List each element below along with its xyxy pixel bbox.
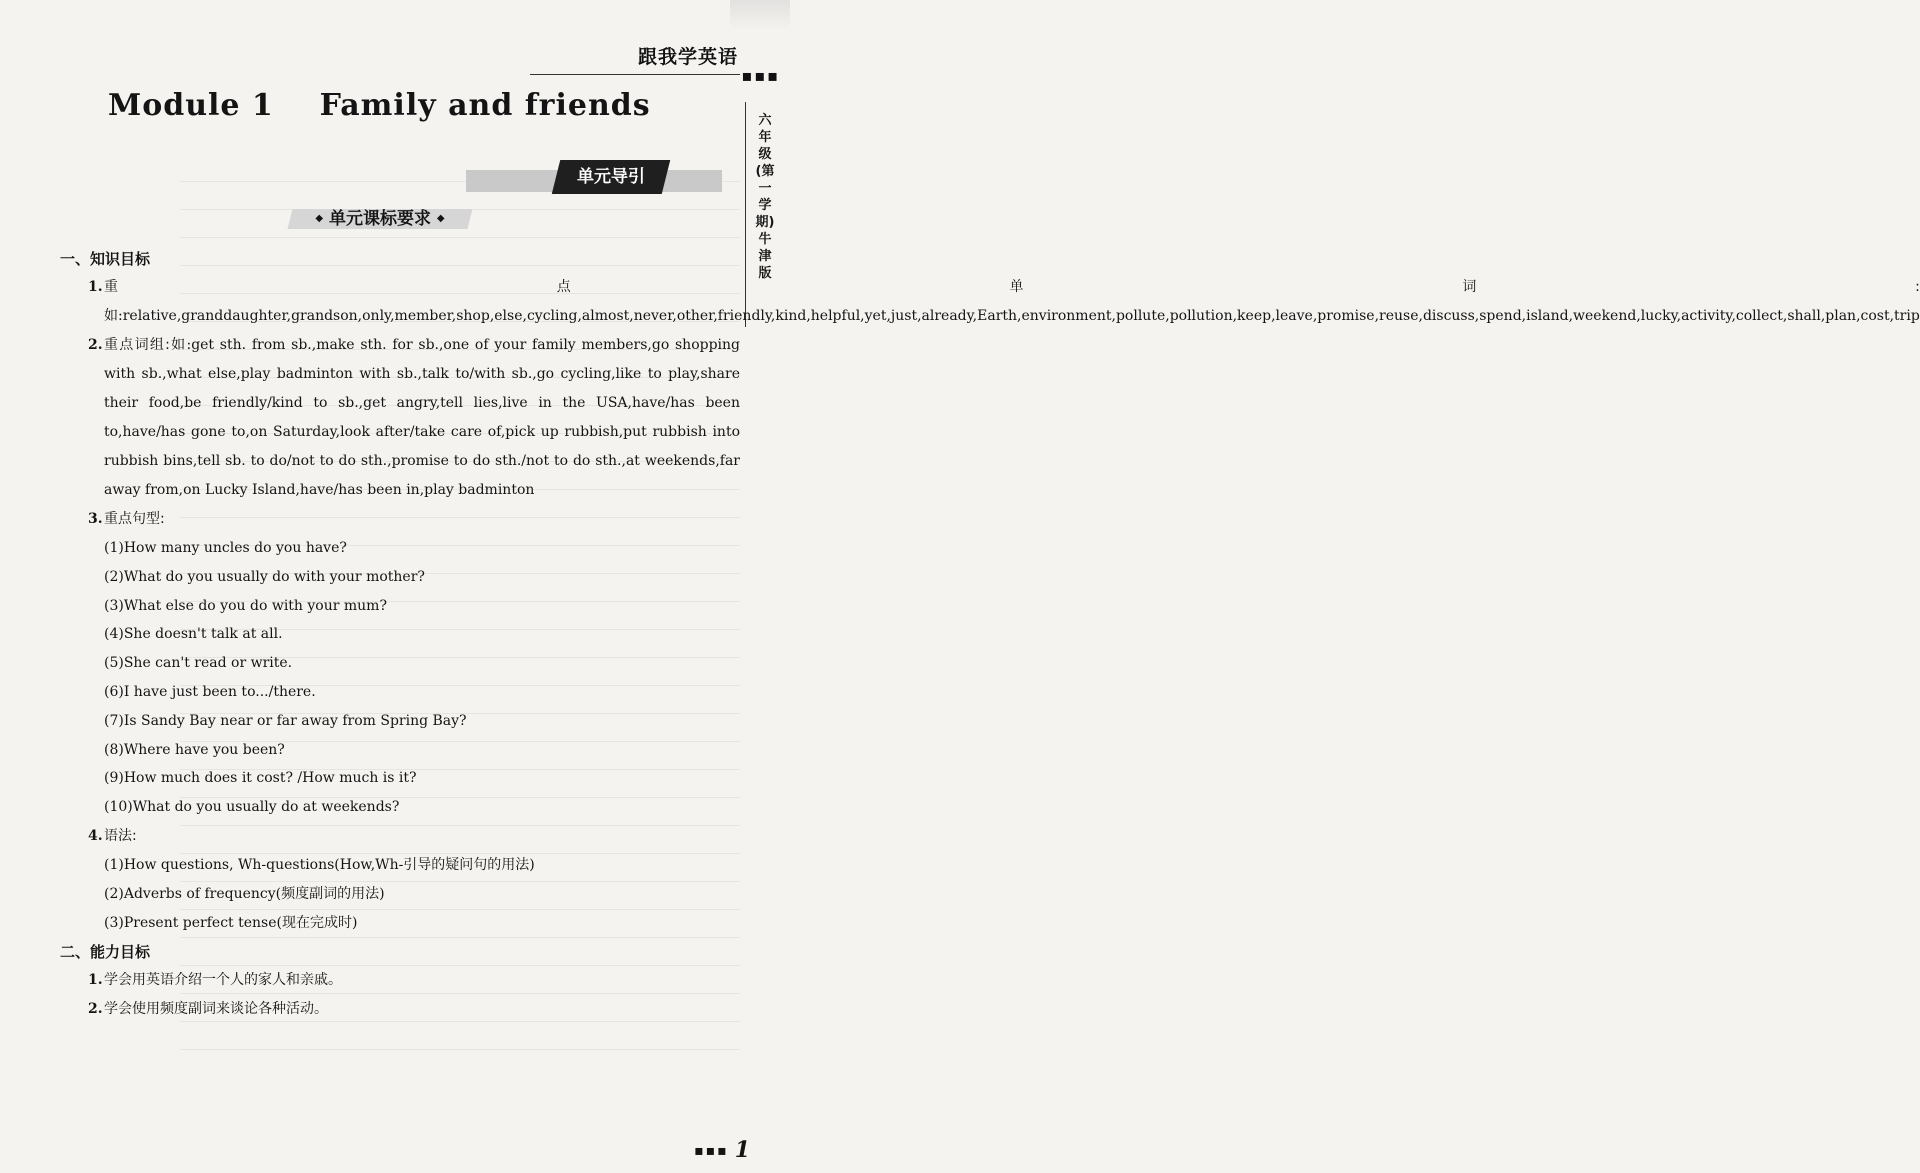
sentence-pattern: (7)Is Sandy Bay near or far away from Spring Bay? [104, 712, 467, 729]
module-title: Module 1 Family and friends [108, 88, 651, 123]
list-item [88, 331, 740, 505]
page-number: 1 [734, 1137, 750, 1163]
footer-dots: ▪▪▪ [694, 1143, 729, 1159]
item-label: 重点句型: [104, 511, 165, 527]
list-item [88, 822, 740, 851]
page-corner-shadow [730, 0, 790, 30]
item-number: 2. [88, 1001, 103, 1018]
item-text: 学会使用频度副词来谈论各种活动。 [104, 1001, 328, 1018]
item-number: 2. [88, 337, 103, 353]
header-dots: ▪▪▪ [741, 66, 780, 85]
grammar-point: (1)How questions, Wh-questions(How,Wh-引导的疑问句的用法) [104, 856, 535, 873]
sentence-pattern: (6)I have just been to.../there. [104, 683, 316, 700]
sentence-pattern: (10)What do you usually do at weekends? [104, 799, 400, 816]
sentence-pattern: (1)How many uncles do you have? [104, 540, 347, 556]
sentence-pattern: (8)Where have you been? [104, 741, 285, 758]
item-text: 学会用英语介绍一个人的家人和亲戚。 [104, 972, 342, 989]
item-number: 3. [88, 511, 103, 527]
series-title: 跟我学英语 [637, 46, 738, 68]
unit-requirements-label: 单元课标要求 [329, 209, 431, 229]
grammar-point: (2)Adverbs of frequency(频度副词的用法) [104, 885, 385, 902]
item-text: 如:get sth. from sb.,make sth. for sb.,one of your family members,go shopping with sb.,what else,play badminton with sb.,talk to/with sb.,go cycling,like to play,share their food,be friendly/kind to sb.,get angry,tell lies,live in the USA,have/has been to,have/has gone to,on Saturday,look after/take care of,pick up rubbish,put rubbish into rubbish bins,tell sb. to do/not to do sth.,promise to do sth./not to do sth.,at weekends,far away from,on Lucky Island,have/has been in,play badminton [104, 337, 741, 498]
content-body [60, 248, 1920, 1024]
section-heading: 二、能力目标 [60, 943, 151, 962]
item-number: 1. [88, 972, 103, 989]
page-footer [694, 1137, 750, 1163]
list-item [88, 505, 740, 534]
grade-side-label: 六年级(第一学期)牛津版 [755, 113, 775, 281]
list-item [88, 995, 740, 1024]
header-rule [530, 74, 740, 75]
bullet-icon: ◆ [436, 213, 445, 224]
item-number: 4. [88, 827, 103, 844]
sentence-pattern: (9)How much does it cost? /How much is it? [104, 770, 417, 787]
grammar-point: (3)Present perfect tense(现在完成时) [104, 914, 358, 931]
item-label: 语法: [104, 827, 137, 844]
bullet-icon: ◆ [315, 213, 324, 224]
list-item [88, 966, 740, 995]
list-item [88, 273, 1920, 331]
sentence-pattern: (2)What do you usually do with your mother? [104, 568, 425, 585]
sentence-pattern: (4)She doesn't talk at all. [104, 626, 283, 643]
item-text: 如:relative,granddaughter,grandson,only,member,shop,else,cycling,almost,never,other,friendly,kind,helpful,yet,just,already,Earth,environment,pollute,pollution,keep,leave,promise,reuse,discuss,spend,island,weekend,lucky,activity,collect,shall,plan,cost,trip [104, 308, 1920, 324]
sentence-pattern: (3)What else do you do with your mum? [104, 597, 387, 614]
item-label: 重点词组: [104, 337, 170, 353]
unit-guide-banner [466, 160, 722, 196]
item-number: 1. [88, 279, 103, 295]
unit-requirements-banner [290, 205, 470, 233]
item-label: 重点单词: [104, 279, 1920, 295]
unit-guide-label: 单元导引 [577, 167, 645, 187]
sentence-pattern: (5)She can't read or write. [104, 655, 293, 672]
section-heading: 一、知识目标 [60, 250, 151, 268]
